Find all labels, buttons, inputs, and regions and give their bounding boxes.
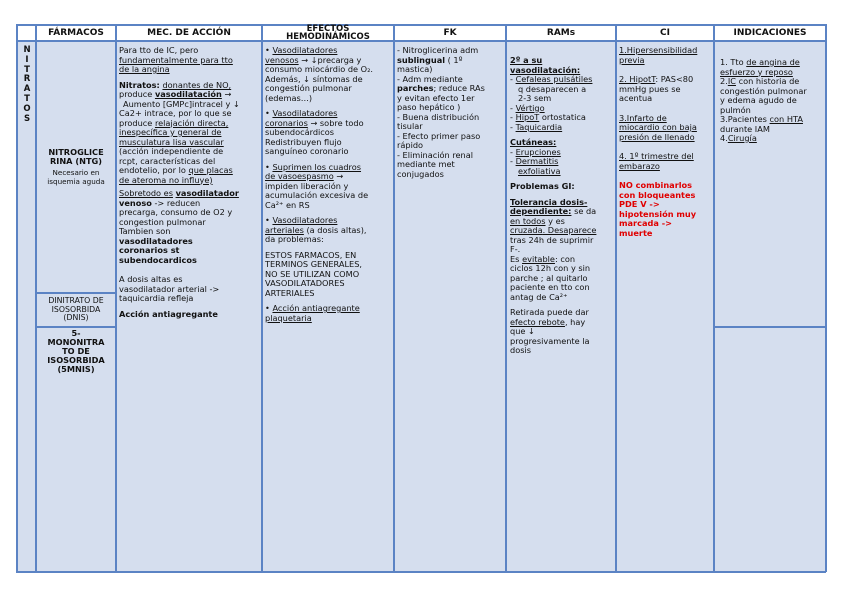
text-line: Cutáneas: bbox=[510, 137, 557, 147]
text-line: acumulación excesiva de bbox=[265, 190, 369, 200]
text-span: → sobre todo bbox=[310, 117, 364, 128]
text-span: Vasodilatadores bbox=[272, 108, 338, 118]
header-mecanismo-label: MEC. DE ACCIÓN bbox=[147, 27, 231, 38]
text-line: inespecífica y general de bbox=[119, 127, 222, 137]
group-label-letter: A bbox=[23, 84, 31, 95]
text-span: con HTA bbox=[769, 114, 803, 124]
text-span: evitable bbox=[522, 253, 555, 264]
text-span: 1. Tto bbox=[720, 57, 744, 67]
text-span: Es bbox=[510, 253, 520, 264]
group-label-letter: I bbox=[25, 54, 29, 65]
text-line: mmHg pues se bbox=[619, 83, 681, 94]
text-line: rcpt, características del bbox=[119, 155, 216, 166]
text-span: venoso bbox=[119, 197, 152, 208]
text-line: mediante met bbox=[397, 159, 455, 169]
text-line: presión de llenado bbox=[619, 131, 695, 142]
text-line: Tolerancia dosis- bbox=[510, 196, 588, 207]
text-span: en todos bbox=[510, 215, 546, 226]
text-span: Nitratos: bbox=[119, 79, 160, 90]
text-line: fundamentalmente para tto bbox=[119, 54, 233, 65]
indicaciones-text bbox=[720, 58, 824, 144]
text-span: dependiente: bbox=[510, 206, 572, 216]
text-line: NO SE UTILIZAN COMO bbox=[265, 268, 360, 279]
text-line: rápido bbox=[397, 140, 424, 150]
text-line: tisular bbox=[397, 121, 423, 131]
text-span: relajación directa, bbox=[154, 117, 229, 128]
text-line: y evitan efecto 1er bbox=[397, 92, 475, 103]
indicaciones-separator bbox=[714, 326, 826, 328]
header-ci bbox=[616, 24, 714, 42]
text-line: - Nitroglicerina adm bbox=[397, 45, 479, 55]
grid-line bbox=[713, 24, 715, 572]
text-line: de la angina bbox=[119, 64, 170, 74]
text-line: pulmón bbox=[720, 104, 751, 115]
drug-name-line: ISOSORBIDA bbox=[51, 304, 101, 314]
text-line: Además, ↓ síntomas de bbox=[265, 73, 363, 84]
group-label-nitratos bbox=[18, 46, 36, 124]
fk-text bbox=[397, 46, 505, 179]
text-line: - Efecto primer paso bbox=[397, 130, 481, 141]
text-line: congestion pulmonar bbox=[119, 216, 206, 227]
text-span: arteriales bbox=[265, 224, 304, 235]
header-efectos bbox=[262, 24, 394, 42]
text-span: Sobretodo es bbox=[119, 188, 173, 198]
header-efectos-line1: EFECTOS bbox=[306, 23, 350, 34]
text-line: subendocárdicos bbox=[265, 127, 335, 137]
text-line: - Eliminación renal bbox=[397, 149, 474, 160]
text-line: progresivamente la bbox=[510, 335, 590, 346]
text-line: 1.Hipersensibilidad bbox=[619, 45, 698, 55]
text-line: 4. 1º trimestre del bbox=[619, 151, 694, 161]
text-span: 3.Pacientes bbox=[720, 114, 767, 124]
text-span: 4. bbox=[720, 133, 728, 143]
drug-name-line: (5MNIS) bbox=[57, 364, 95, 374]
text-line: Redistribuyen flujo bbox=[265, 136, 342, 147]
header-mecanismo bbox=[116, 24, 262, 42]
text-span: Dermatitis bbox=[515, 156, 559, 166]
rams-text bbox=[510, 56, 615, 356]
text-span: . Desaparece bbox=[542, 225, 597, 235]
text-line: - Adm mediante bbox=[397, 73, 463, 84]
text-span: HipoT bbox=[515, 112, 540, 122]
text-span: ortostatica bbox=[541, 112, 586, 122]
drug-name-line: (DNIS) bbox=[63, 313, 89, 322]
text-span: vasodilatación bbox=[154, 89, 222, 99]
text-line: subendocardicos bbox=[119, 254, 197, 265]
drug-name-line: ISOSORBIDA bbox=[47, 355, 105, 365]
text-span: 2. bbox=[720, 76, 728, 86]
header-row-blank bbox=[16, 24, 36, 42]
text-line: 3.Infarto de bbox=[619, 112, 667, 123]
group-label-letter: T bbox=[24, 64, 30, 75]
text-span: de angina de bbox=[746, 57, 800, 67]
text-span: - bbox=[510, 112, 513, 122]
text-line: impiden liberación y bbox=[265, 180, 349, 191]
text-line: A dosis altas es bbox=[119, 274, 183, 284]
text-line: paso hepático ) bbox=[397, 102, 461, 112]
text-span: Vértigo bbox=[515, 102, 545, 113]
text-span: ( 1º bbox=[447, 54, 463, 65]
header-ci-label: CI bbox=[660, 27, 670, 38]
drug-name-line: RINA (NTG) bbox=[49, 156, 103, 166]
text-line: y edema agudo de bbox=[720, 95, 797, 105]
text-line: vasodilatador arterial -> bbox=[119, 283, 220, 294]
text-line: ESTOS FARMACOS, EN bbox=[265, 249, 357, 260]
ci-text bbox=[619, 46, 713, 238]
text-span: Suprimen los cuadros bbox=[272, 161, 362, 172]
text-line: vasodilatadores bbox=[119, 235, 193, 246]
text-span: con historia de bbox=[738, 76, 800, 86]
text-span: (a dosis altas), bbox=[306, 224, 367, 235]
header-farmacos-label: FÁRMACOS bbox=[48, 27, 104, 38]
warning-line: hipotensión muy bbox=[619, 208, 697, 219]
grid-line bbox=[261, 24, 263, 572]
text-line: Ca2+ intrace, por lo que se bbox=[119, 108, 232, 118]
text-line: VASODILATADORES bbox=[265, 278, 345, 288]
text-span: : con bbox=[554, 253, 576, 264]
header-rams-label: RAMs bbox=[546, 27, 576, 38]
text-span: y es bbox=[548, 215, 565, 226]
group-label-letter: S bbox=[23, 113, 31, 124]
text-line: Para tto de IC, pero bbox=[119, 45, 199, 55]
text-line: 2-3 sem bbox=[518, 93, 552, 103]
text-line: esfuerzo y reposo bbox=[720, 66, 793, 77]
text-line: acentua bbox=[619, 93, 653, 103]
grid-line bbox=[505, 24, 507, 572]
text-span: que placas bbox=[188, 165, 233, 175]
text-span: -> reducen bbox=[154, 197, 201, 208]
text-span: Taquicardia bbox=[515, 121, 563, 132]
header-indicaciones-label: INDICACIONES bbox=[733, 27, 807, 38]
text-span: → bbox=[336, 171, 344, 181]
text-line: musculatura lisa vascular bbox=[119, 136, 224, 147]
drug-name-line: NITROGLICE bbox=[48, 147, 104, 157]
text-line: q desaparecen a bbox=[518, 83, 587, 94]
warning-line: PDE V -> bbox=[619, 199, 660, 209]
text-span: cruzada bbox=[510, 225, 543, 235]
text-line: tras 24h de suprimir bbox=[510, 234, 594, 245]
text-line: 2º a su bbox=[510, 55, 543, 65]
text-line: vasodilatación: bbox=[510, 64, 581, 75]
text-span: se da bbox=[574, 206, 597, 216]
text-span: Cefaleas pulsátiles bbox=[515, 74, 593, 84]
text-line: Retirada puede dar bbox=[510, 307, 589, 317]
text-span: Vasodilatadores bbox=[272, 215, 338, 225]
text-line: paciente en tto con bbox=[510, 282, 590, 292]
grid-line bbox=[393, 24, 395, 572]
text-span: coronarios bbox=[265, 117, 308, 128]
text-span: - bbox=[510, 146, 513, 157]
drug-name-line: 5- bbox=[71, 328, 81, 338]
text-line: dosis bbox=[510, 345, 532, 355]
text-line: Problemas GI: bbox=[510, 181, 575, 191]
drug-nitroglicerina bbox=[36, 148, 116, 186]
text-span: Vasodilatadores bbox=[272, 45, 338, 55]
text-span: , hay bbox=[564, 316, 586, 327]
text-span: produce bbox=[119, 117, 153, 128]
text-span: Cirugía bbox=[727, 133, 757, 143]
text-line: taquicardia refleja bbox=[119, 293, 194, 303]
bullet-icon: • bbox=[265, 108, 270, 118]
text-span: → ↓precarga y bbox=[301, 54, 362, 65]
drug-separator bbox=[36, 292, 116, 294]
drug-name-line: DINITRATO DE bbox=[48, 296, 104, 305]
grid-line bbox=[615, 24, 617, 572]
group-label-letter: N bbox=[23, 45, 31, 55]
text-span: - bbox=[510, 156, 513, 166]
text-line: consumo miocárdio de O₂. bbox=[265, 64, 373, 74]
text-span: venosos bbox=[265, 54, 299, 65]
text-span: - bbox=[510, 102, 513, 113]
bullet-icon: • bbox=[265, 45, 270, 55]
mecanismo-text bbox=[119, 46, 261, 319]
drug-mononitrato bbox=[36, 329, 116, 374]
text-line: congestión pulmonar bbox=[720, 85, 807, 96]
drug-name-line: TO DE bbox=[62, 346, 90, 356]
text-line: sanguíneo coronario bbox=[265, 146, 349, 156]
drug-dinitrato bbox=[36, 297, 116, 323]
text-span: donantes de NO, bbox=[162, 79, 232, 90]
bullet-icon: • bbox=[265, 303, 270, 313]
warning-line: NO combinarlos bbox=[619, 180, 693, 190]
text-span: → bbox=[224, 89, 232, 99]
text-span: efecto rebote bbox=[510, 316, 565, 327]
text-line: conjugados bbox=[397, 168, 444, 179]
text-span: : PAS<80 bbox=[655, 74, 694, 84]
text-line: congestión pulmonar bbox=[265, 83, 352, 93]
text-line: parche ; al quitarlo bbox=[510, 272, 588, 283]
text-line: Aumento [GMPc]intracel y ↓ bbox=[123, 98, 240, 109]
text-line: ARTERIALES bbox=[265, 287, 315, 298]
text-line: que ↓ bbox=[510, 326, 535, 336]
header-rams bbox=[506, 24, 616, 42]
text-line: coronarios st bbox=[119, 245, 180, 255]
bullet-icon: • bbox=[265, 161, 270, 172]
text-span: 2. HipotT bbox=[619, 74, 656, 84]
text-line: precarga, consumo de O2 y bbox=[119, 207, 233, 217]
text-line: Tambien son bbox=[119, 226, 171, 236]
text-line: - Buena distribución bbox=[397, 111, 480, 122]
drug-name-line: MONONITRA bbox=[47, 337, 105, 347]
text-line: plaquetaria bbox=[265, 312, 312, 323]
text-span: - bbox=[510, 121, 513, 132]
text-line: TERMINOS GENERALES, bbox=[265, 259, 363, 269]
bullet-icon: • bbox=[265, 215, 270, 225]
group-label-letter: T bbox=[24, 93, 30, 104]
efectos-text bbox=[265, 46, 393, 323]
drug-note-line: Necesario en bbox=[52, 168, 100, 177]
text-line: da problemas: bbox=[265, 234, 324, 244]
text-line: F-. bbox=[510, 244, 521, 254]
text-span: de vasoespasmo bbox=[265, 171, 334, 181]
text-span: - bbox=[510, 74, 513, 84]
text-line: (acción independiente de bbox=[119, 146, 224, 156]
drug-note-line: isquemia aguda bbox=[47, 176, 105, 186]
text-span: Acción antiagregante bbox=[272, 303, 360, 313]
text-span: endotelio, por lo bbox=[119, 165, 186, 175]
warning-line: muerte bbox=[619, 227, 653, 238]
header-fk-label: FK bbox=[443, 27, 457, 38]
text-line: antag de Ca²⁺ bbox=[510, 291, 568, 302]
text-line: previa bbox=[619, 54, 645, 65]
text-line: (edemas…) bbox=[265, 92, 313, 103]
text-span: vasodilatador bbox=[175, 188, 239, 198]
text-line: ciclos 12h con y sin bbox=[510, 263, 591, 273]
text-line: durante IAM bbox=[720, 123, 770, 134]
text-line: miocardio con baja bbox=[619, 122, 697, 132]
text-line: de ateroma no influye) bbox=[119, 174, 213, 185]
header-efectos-line2: HEMODINÁMICOS bbox=[286, 32, 370, 42]
text-span: sublingual bbox=[397, 54, 446, 65]
text-line: Acción antiagregante bbox=[119, 308, 218, 319]
group-label-letter: R bbox=[23, 74, 31, 85]
text-span: parches bbox=[397, 83, 434, 93]
text-span: ; reduce RAs bbox=[433, 83, 485, 93]
warning-line: con bloqueantes bbox=[619, 189, 696, 200]
header-fk bbox=[394, 24, 506, 42]
group-label-letter: O bbox=[23, 103, 31, 114]
header-farmacos bbox=[36, 24, 116, 42]
header-indicaciones bbox=[714, 24, 826, 42]
warning-line: marcada -> bbox=[619, 218, 672, 228]
text-span: IC bbox=[727, 76, 736, 86]
text-span: produce bbox=[119, 89, 153, 99]
text-line: Ca²⁺ en RS bbox=[265, 199, 310, 210]
text-line: mastica) bbox=[397, 64, 433, 74]
grid-line bbox=[825, 24, 827, 572]
text-line: exfoliativa bbox=[518, 165, 561, 176]
text-span: Erupciones bbox=[515, 146, 561, 157]
grid-line-bottom bbox=[16, 571, 826, 573]
text-line: embarazo bbox=[619, 160, 660, 171]
